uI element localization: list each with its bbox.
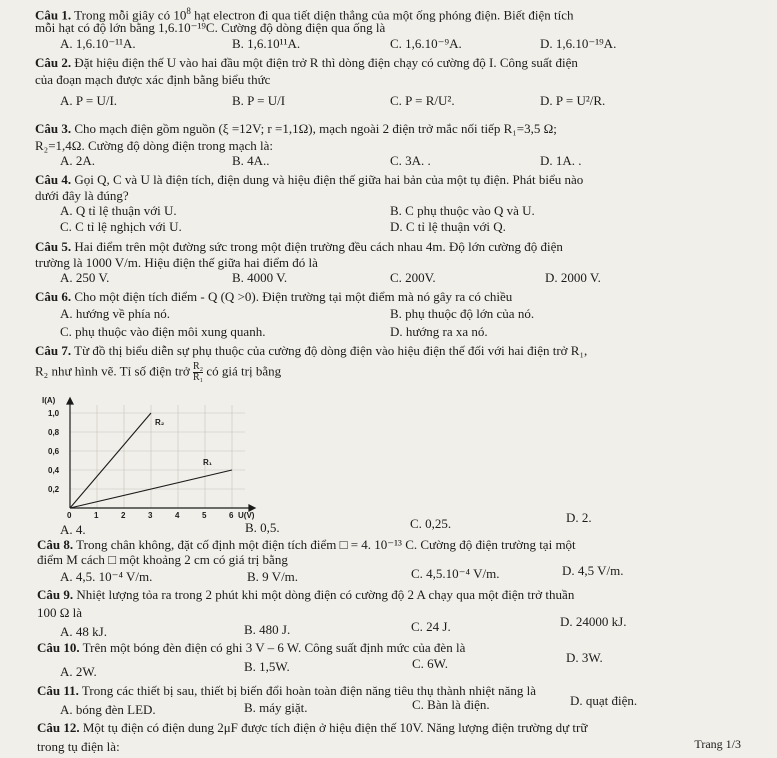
question-2-stem-cont: của đoạn mạch được xác định bằng biểu thức	[35, 72, 271, 87]
question-7-stem: Câu 7. Từ đồ thị biểu diễn sự phụ thuộc của cường độ dòng điện vào hiệu điện thế đối với hai điện trở R₁,	[35, 343, 588, 358]
x-tick: 1	[94, 511, 99, 520]
x-axis-label: U(V)	[238, 511, 255, 520]
q4-option-a: A. Q tỉ lệ thuận với U.	[60, 203, 177, 218]
q10-option-c: C. 6W.	[412, 656, 448, 671]
q7-option-a: A. 4.	[60, 522, 86, 537]
q1-option-b: B. 1,6.10¹¹A.	[232, 36, 301, 51]
question-9-stem-cont: 100 Ω là	[37, 605, 83, 620]
q1-option-a: A. 1,6.10⁻¹¹A.	[60, 36, 136, 51]
r2-line	[70, 413, 151, 508]
y-tick: 0,4	[48, 466, 60, 475]
y-tick: 0,2	[48, 485, 60, 494]
q8-option-c: C. 4,5.10⁻⁴ V/m.	[411, 566, 500, 581]
question-3-stem: Câu 3. Cho mạch điện gồm nguồn (ξ =12V; r =1,1Ω), mạch ngoài 2 điện trở mắc nối tiếp R₁=3,5 Ω;	[35, 121, 557, 136]
x-tick: 3	[148, 511, 153, 520]
x-tick: 6	[229, 511, 234, 520]
q3-option-c: C. 3A. .	[390, 153, 431, 168]
r2-label: R₂	[155, 418, 165, 427]
q9-option-c: C. 24 J.	[411, 619, 451, 634]
q5-option-a: A. 250 V.	[60, 270, 110, 285]
current-voltage-graph	[40, 395, 270, 520]
q2-option-b: B. P = U/I	[232, 93, 286, 108]
question-5-stem-cont: trường là 1000 V/m. Hiệu điện thế giữa hai điểm đó là	[35, 255, 318, 270]
x-tick: 5	[202, 511, 207, 520]
q3-option-b: B. 4A..	[232, 153, 270, 168]
y-axis-label: I(A)	[42, 396, 56, 405]
question-5-stem: Câu 5. Hai điểm trên một đường sức trong một điện trường đều cách nhau 4m. Độ lớn cường độ điện	[35, 239, 563, 254]
question-7-stem-cont: R₂ như hình vẽ. Tỉ số điện trở $\frac{\text{R₂}}{\text{R₁}}$ có giá trị bằng	[35, 361, 282, 383]
question-1-stem: Câu 1. Trong mỗi giây có $10^8$ hạt electron đi qua tiết diện thẳng của một ống phóng điện. Biết điện tích	[35, 6, 574, 23]
q11-option-b: B. máy giặt.	[244, 700, 308, 715]
q9-option-d: D. 24000 kJ.	[560, 614, 627, 629]
y-tick: 1,0	[48, 409, 60, 418]
q6-option-c: C. phụ thuộc vào điện môi xung quanh.	[60, 324, 266, 339]
question-12-stem: Câu 12. Một tụ điện có điện dung 2μF được tích điện ở hiệu điện thế 10V. Năng lượng điện trường dự trữ	[37, 720, 588, 735]
q8-option-b: B. 9 V/m.	[247, 569, 299, 584]
y-tick: 0,6	[48, 447, 60, 456]
x-tick: 0	[67, 511, 72, 520]
q4-option-c: C. C tỉ lệ nghịch với U.	[60, 219, 182, 234]
q7-option-b: B. 0,5.	[245, 520, 280, 535]
question-8-stem: Câu 8. Trong chân không, đặt cố định một điện tích điểm □ = 4. 10⁻¹³ C. Cường độ điện trường tại một	[37, 537, 576, 552]
q3-option-d: D. 1A. .	[540, 153, 582, 168]
q7-option-c: C. 0,25.	[410, 516, 452, 531]
q10-option-d: D. 3W.	[566, 650, 603, 665]
y-tick: 0,8	[48, 428, 60, 437]
q5-option-b: B. 4000 V.	[232, 270, 288, 285]
q11-option-c: C. Bàn là điện.	[412, 697, 490, 712]
q9-option-b: B. 480 J.	[244, 622, 291, 637]
q8-option-a: A. 4,5. 10⁻⁴ V/m.	[60, 569, 153, 584]
q4-option-b: B. C phụ thuộc vào Q và U.	[390, 203, 535, 218]
q10-option-a: A. 2W.	[60, 664, 97, 679]
question-3-stem-cont: R₂=1,4Ω. Cường độ dòng điện trong mạch là:	[35, 138, 274, 153]
x-tick: 2	[121, 511, 126, 520]
q11-option-a: A. bóng đèn LED.	[60, 702, 156, 717]
resistance-ratio-fraction: $\frac{\text{R₂}}{\text{R₁}}$	[192, 361, 204, 383]
q2-option-d: D. P = U²/R.	[540, 93, 606, 108]
question-9-stem: Câu 9. Nhiệt lượng tỏa ra trong 2 phút khi một dòng điện có cường độ 2 A chạy qua một điện trở thuần	[37, 587, 575, 602]
question-11-stem: Câu 11. Trong các thiết bị sau, thiết bị biến đổi hoàn toàn điện năng tiêu thụ thành nhiệt năng là	[37, 683, 536, 698]
q2-option-a: A. P = U/I.	[60, 93, 118, 108]
q2-option-c: C. P = R/U².	[390, 93, 455, 108]
q3-option-a: A. 2A.	[60, 153, 96, 168]
q4-option-d: D. C tỉ lệ thuận với Q.	[390, 219, 506, 234]
q1-option-d: D. 1,6.10⁻¹⁹A.	[540, 36, 617, 51]
question-12-stem-cont: trong tụ điện là:	[37, 739, 120, 754]
x-tick: 4	[175, 511, 180, 520]
question-2-stem: Câu 2. Đặt hiệu điện thế U vào hai đầu một điện trở R thì dòng điện chạy có cường độ I. Công suất điện	[35, 55, 578, 70]
q9-option-a: A. 48 kJ.	[60, 624, 107, 639]
q6-option-b: B. phụ thuộc độ lớn của nó.	[390, 306, 535, 321]
q5-option-c: C. 200V.	[390, 270, 436, 285]
question-10-stem: Câu 10. Trên một bóng đèn điện có ghi 3 V – 6 W. Công suất định mức của đèn là	[37, 640, 466, 655]
q6-option-a: A. hướng về phía nó.	[60, 306, 170, 321]
question-8-stem-cont: điểm M cách □ một khoảng 2 cm có giá trị bằng	[37, 552, 288, 567]
q5-option-d: D. 2000 V.	[545, 270, 601, 285]
question-4-stem: Câu 4. Gọi Q, C và U là điện tích, điện dung và hiệu điện thế giữa hai bản của một tụ điện. Phát biểu nào	[35, 172, 584, 187]
q7-option-d: D. 2.	[566, 510, 592, 525]
r1-label: R₁	[203, 458, 213, 467]
q10-option-b: B. 1,5W.	[244, 659, 290, 674]
q1-option-c: C. 1,6.10⁻⁹A.	[390, 36, 462, 51]
question-4-stem-cont: dưới đây là đúng?	[35, 188, 129, 203]
q8-option-d: D. 4,5 V/m.	[562, 563, 624, 578]
page-number: Trang 1/3	[694, 737, 741, 751]
question-1-stem-cont: mỗi hạt có độ lớn bằng 1,6.10⁻¹⁹C. Cường độ dòng điện qua ống là	[35, 20, 386, 35]
q6-option-d: D. hướng ra xa nó.	[390, 324, 488, 339]
q11-option-d: D. quạt điện.	[570, 693, 638, 708]
question-6-stem: Câu 6. Cho một điện tích điểm - Q (Q >0). Điện trường tại một điểm mà nó gây ra có chiều	[35, 289, 513, 304]
